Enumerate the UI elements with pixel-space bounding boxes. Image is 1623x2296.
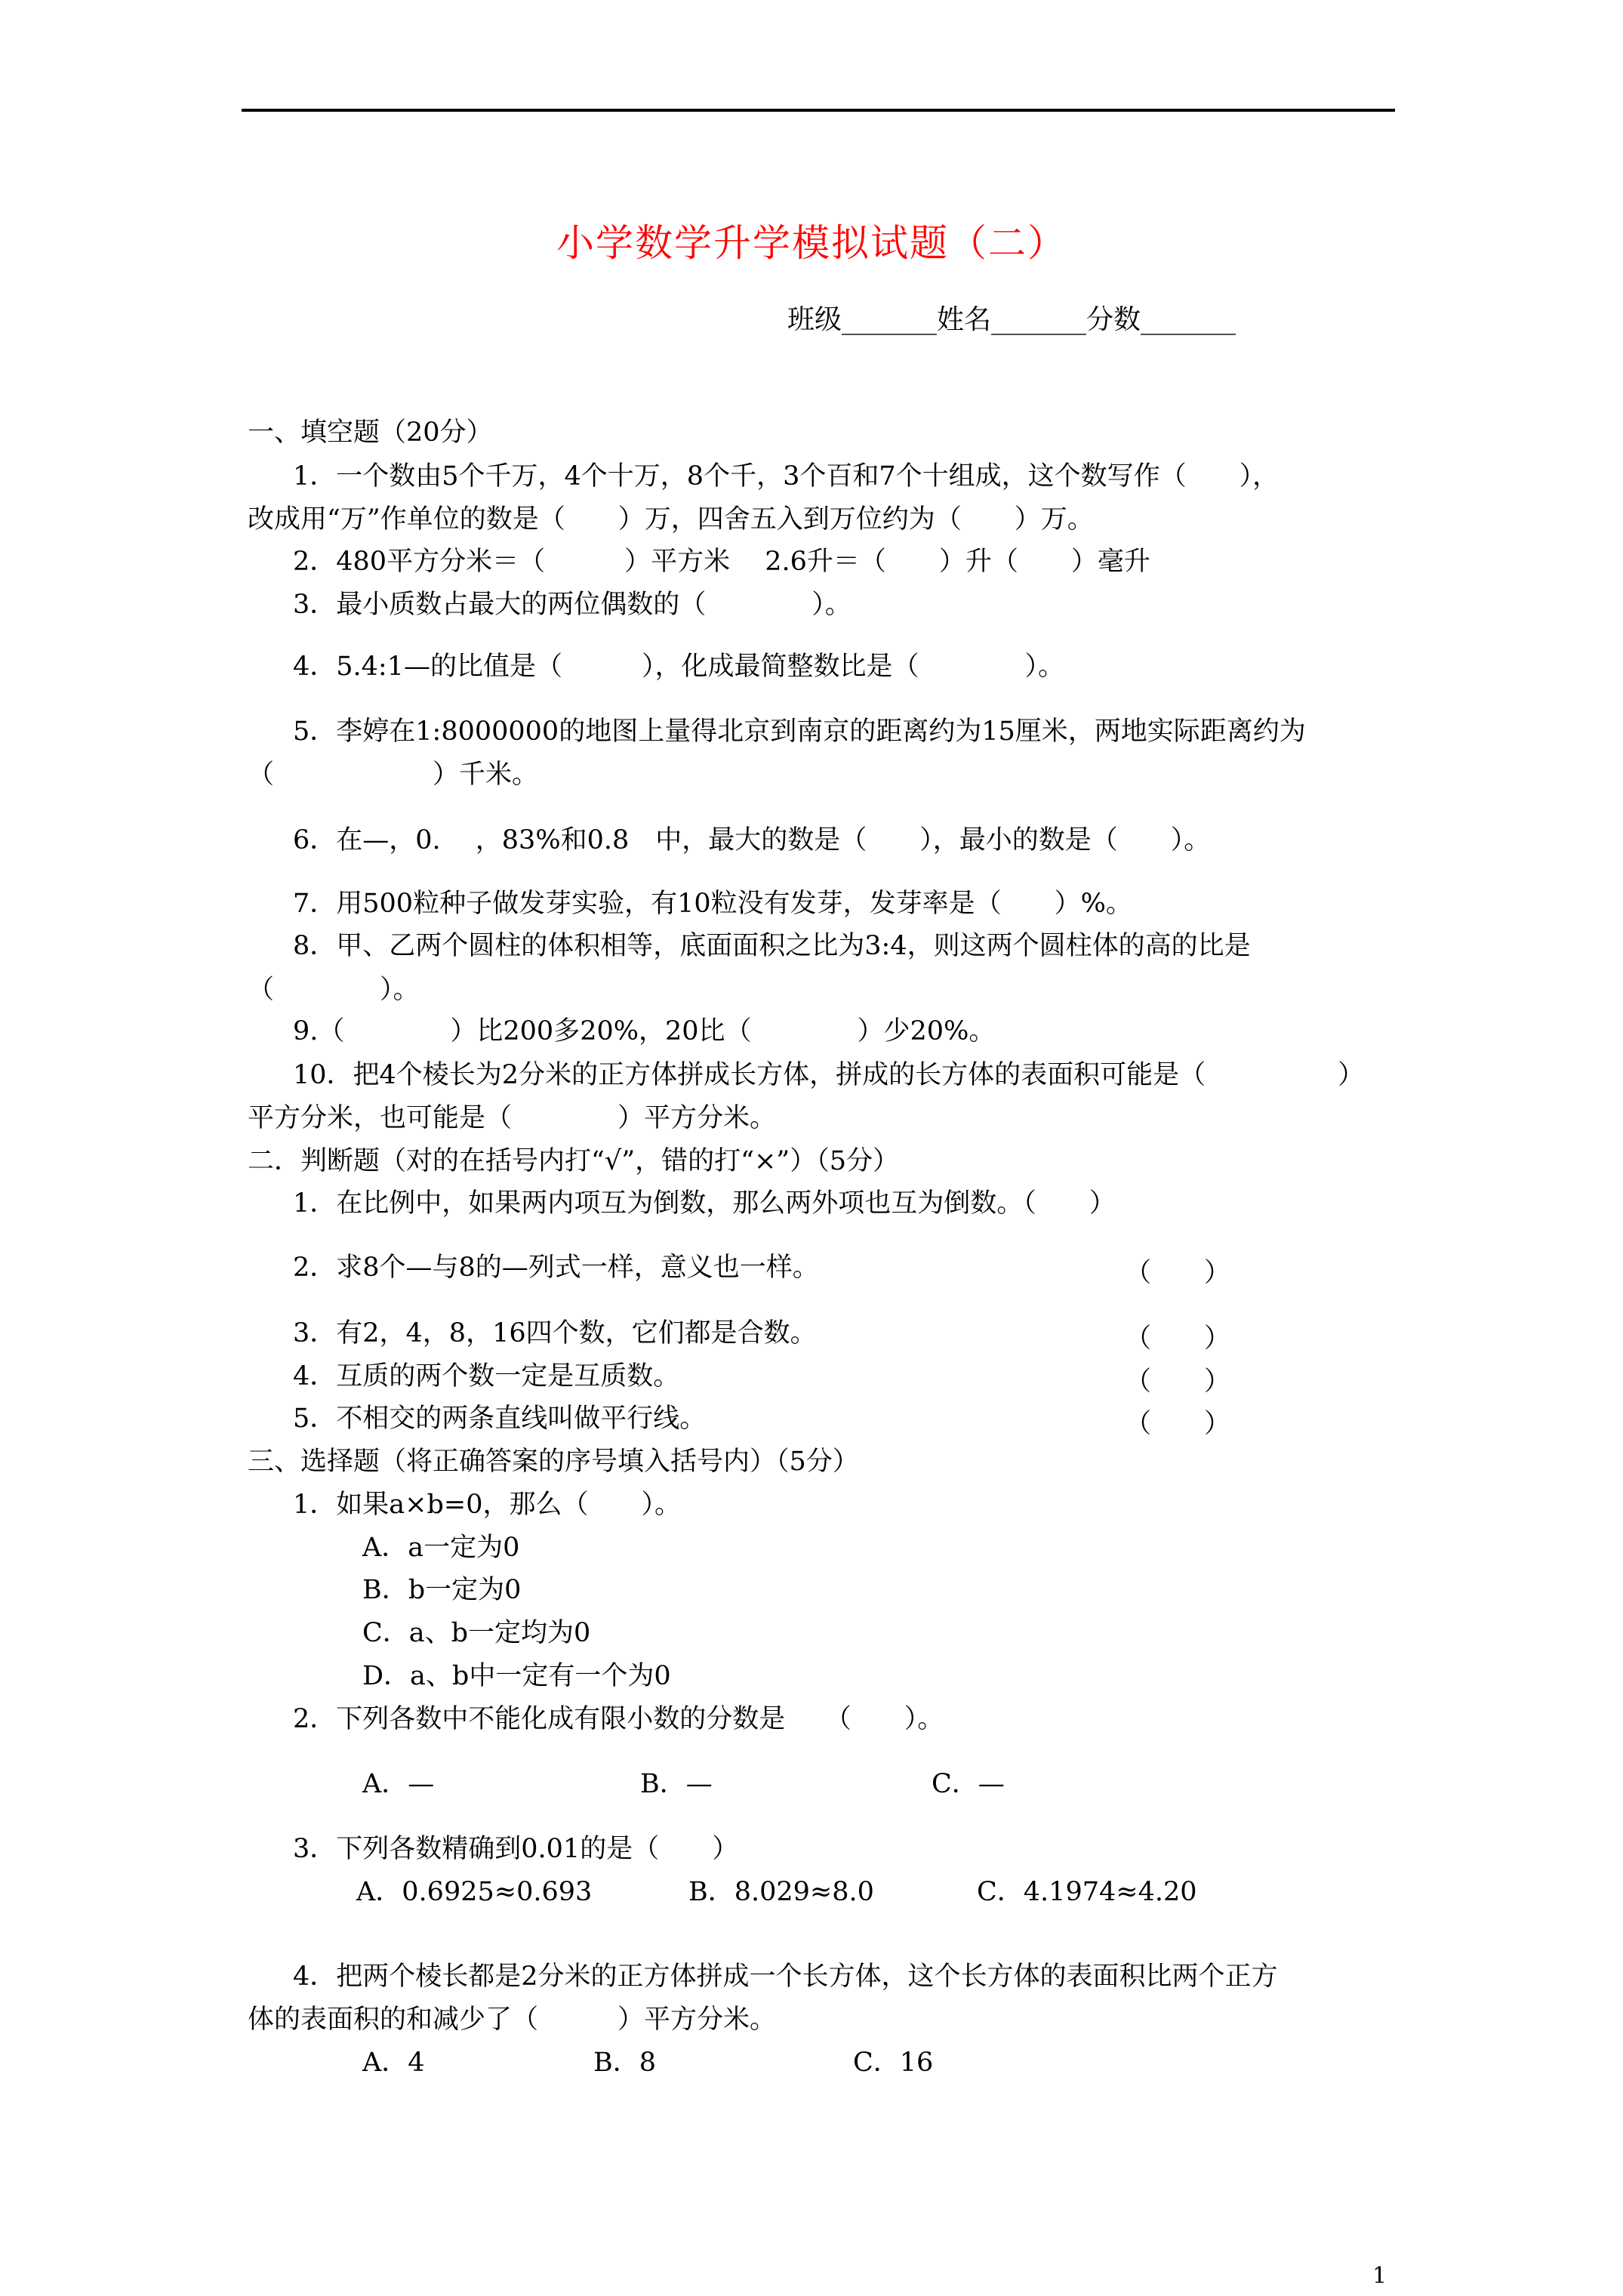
page-number: 1: [1372, 2263, 1387, 2289]
s3-question-4-line2: 体的表面积的和减少了（ ）平方分米。: [248, 2005, 777, 2035]
s1-question-7: 7．用500粒种子做发芽实验，有10粒没有发芽，发芽率是（ ）%。: [293, 889, 1132, 919]
s3-q1-option-a: A．a一定为0: [362, 1533, 520, 1563]
s3-q2-option-c: C．—: [932, 1769, 1005, 1799]
s1-question-1-line1: 1．一个数由5个千万，4个十万，8个千，3个百和7个十组成，这个数写作（ ），: [293, 461, 1280, 492]
s1-question-5-line2: （ ）千米。: [248, 760, 539, 790]
s2-question-4: 4．互质的两个数一定是互质数。: [293, 1361, 680, 1391]
s2-question-3: 3．有2，4，8，16四个数，它们都是合数。: [293, 1318, 817, 1348]
section2-heading: 二．判断题（对的在括号内打“√”，错的打“×”）（5分）: [248, 1146, 899, 1176]
s3-q4-option-b: B．8: [593, 2048, 656, 2078]
s3-q3-option-b: B．8.029≈8.0: [688, 1877, 874, 1907]
s3-question-2: 2．下列各数中不能化成有限小数的分数是 （ ）。: [293, 1704, 944, 1734]
s2-question-5: 5．不相交的两条直线叫做平行线。: [293, 1404, 707, 1434]
s3-question-4-line1: 4．把两个棱长都是2分米的正方体拼成一个长方体，这个长方体的表面积比两个正方: [293, 1962, 1278, 1992]
s3-q1-option-d: D．a、b中一定有一个为0: [362, 1661, 671, 1691]
s2-answer-bracket-3: （ ）: [1125, 1324, 1231, 1354]
s1-question-1-line2: 改成用“万”作单位的数是（ ）万，四舍五入到万位约为（ ）万。: [248, 504, 1094, 535]
s3-q3-option-a: A．0.6925≈0.693: [356, 1877, 593, 1907]
s3-q2-option-b: B．—: [640, 1769, 713, 1799]
s1-question-9: 9.（ ）比200多20%，20比（ ）少20%。: [293, 1016, 996, 1046]
header-rule: [242, 109, 1395, 112]
s1-question-2: 2．480平方分米＝（ ）平方米 2.6升＝（ ）升（ ）毫升: [293, 547, 1150, 577]
page-title: 小学数学升学模拟试题（二）: [556, 221, 1067, 265]
section3-heading: 三、选择题（将正确答案的序号填入括号内）（5分）: [248, 1447, 859, 1477]
s3-q1-option-b: B．b一定为0: [362, 1575, 522, 1605]
s1-question-8-line2: （ ）。: [248, 975, 420, 1005]
s3-q3-option-c: C．4.1974≈4.20: [977, 1877, 1197, 1907]
s3-q4-option-a: A．4: [362, 2048, 425, 2078]
s1-question-10-line2: 平方分米，也可能是（ ）平方分米。: [248, 1103, 777, 1133]
s3-question-1: 1．如果a×b=0，那么（ ）。: [293, 1490, 681, 1520]
s3-q4-option-c: C．16: [853, 2048, 934, 2078]
s2-question-2: 2．求8个—与8的—列式一样，意义也一样。: [293, 1253, 819, 1283]
s2-answer-bracket-5: （ ）: [1125, 1409, 1231, 1439]
s3-q2-option-a: A．—: [362, 1769, 435, 1799]
s1-question-10-line1: 10．把4个棱长为2分米的正方体拼成长方体，拼成的长方体的表面积可能是（ ）: [293, 1060, 1365, 1090]
s3-q1-option-c: C．a、b一定均为0: [362, 1618, 591, 1648]
s2-answer-bracket-2: （ ）: [1125, 1258, 1231, 1288]
section1-heading: 一、填空题（20分）: [248, 418, 493, 448]
s1-question-8-line1: 8．甲、乙两个圆柱的体积相等，底面面积之比为3:4，则这两个圆柱体的高的比是: [293, 931, 1251, 961]
s3-question-3: 3．下列各数精确到0.01的是（ ）: [293, 1834, 739, 1864]
s2-answer-bracket-4: （ ）: [1125, 1367, 1231, 1397]
s1-question-3: 3．最小质数占最大的两位偶数的（ ）。: [293, 590, 852, 620]
s1-question-5-line1: 5．李婷在1:8000000的地图上量得北京到南京的距离约为15厘米，两地实际距离约为: [293, 717, 1306, 747]
s1-question-4: 4．5.4:1—的比值是（ ），化成最简整数比是（ ）。: [293, 652, 1064, 682]
s2-question-1: 1．在比例中，如果两内项互为倒数，那么两外项也互为倒数。（ ）: [293, 1188, 1116, 1219]
s1-question-6: 6．在—，0. ，83%和0.8 中，最大的数是（ ），最小的数是（ ）。: [293, 825, 1211, 855]
student-info-line: 班级_______姓名_______分数_______: [787, 304, 1236, 335]
